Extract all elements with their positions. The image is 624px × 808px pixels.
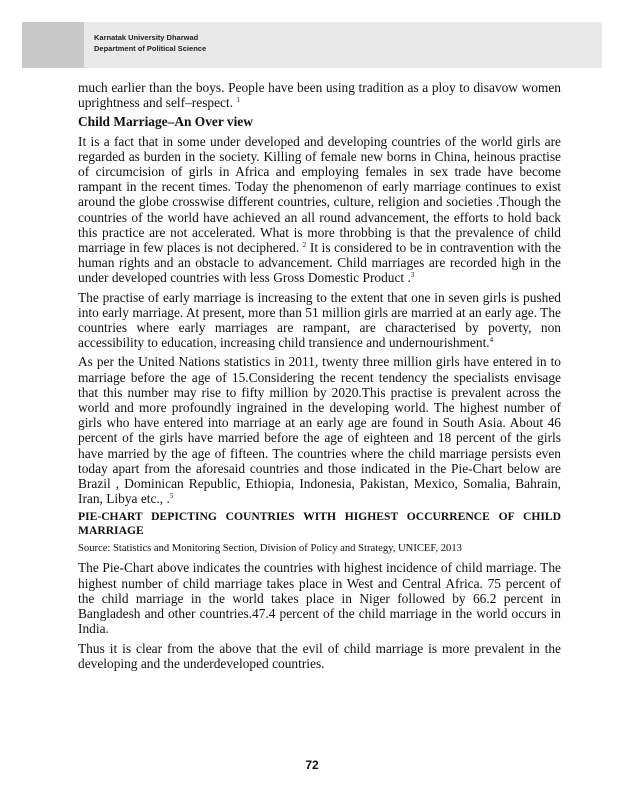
footnote-ref: 5 xyxy=(169,492,174,501)
footnote-ref: 3 xyxy=(410,271,415,280)
footnote-ref: 4 xyxy=(489,336,494,345)
page-number: 72 xyxy=(305,758,319,772)
section-heading: Child Marriage–An Over view xyxy=(78,114,253,130)
footnote-ref: 1 xyxy=(236,96,240,105)
header-gray-block xyxy=(22,22,84,68)
footnote-ref: 2 xyxy=(302,241,307,250)
paragraph-pie-summary: The Pie-Chart above indicates the countries with highest incidence of child marriage. The highest number of child marriage takes place in West and Central Africa. 75 percent of the child marriage in the world takes place in Niger followed by 66.2 percent in Bangladesh and other countries.47.4 percent of the child marriage in the world occurs in India. xyxy=(78,560,561,637)
paragraph-conclusion: Thus it is clear from the above that the evil of child marriage is more prevalent in the developing and the underdeveloped countries. xyxy=(78,640,561,671)
paragraph-un-stats: As per the United Nations statistics in 2011, twenty three million girls have entered in to marriage before the age of 15.Considering the recent tendency the specialists envisage that this number may rise to fifty million by 2020.This practise is prevalent across the world and more profoundly ingrained in the developing world. The highest number of girls who have entered into marriage at an early age are found in South Asia. About 46 percent of the girls have married before the age of eighteen and 18 percent of the girls have married by the age of fifteen. The countries where the child marriage persists even today apart from the aforesaid countries and those indicated in the Pie-Chart below are Brazil , Dominican Republic, Ethiopia, Indonesia, Pakistan, Mexico, Somalia, Bahrain, Iran, Libya etc., .$^5$ xyxy=(78,354,561,507)
department-name: Department of Political Science xyxy=(94,44,207,53)
page-header xyxy=(22,22,602,68)
paragraph-overview: It is a fact that in some under developed and developing countries of the world girls are regarded as burden in the society. Killing of female new borns in China, heinous practise of circumcision of girls in Africa and employing females in sex trade have become rampant in the recent times. Today the phenomenon of early marriage continues to exist around the globe crosswise different countries, culture, religion and societies .Though the countries of the world have achieved an all round advancement, the efforts to hold back this practice are not accelerated. What is more throbbing is that the prevalence of child marriage in few places is not deciphered. $^2$ It is considered to be in contravention with the human rights and an obstacle to advancement. Child marriages are recorded high in the under developed countries with less Gross Domestic Product .$^3$ xyxy=(78,133,561,286)
pie-chart-title: PIE-CHART DEPICTING COUNTRIES WITH HIGHEST OCCURRENCE OF CHILD MARRIAGE xyxy=(78,510,561,538)
university-name: Karnatak University Dharwad xyxy=(94,33,199,42)
header-text xyxy=(94,32,206,54)
paragraph-intro: much earlier than the boys. People have been using tradition as a ploy to disavow women uprightness and self–respect. $^1$ xyxy=(78,80,561,111)
page-body xyxy=(78,80,561,675)
source-note: Source: Statistics and Monitoring Section, Division of Policy and Strategy, UNICEF, 2013 xyxy=(78,543,462,555)
paragraph-practise: The practise of early marriage is increasing to the extent that one in seven girls is pushed into early marriage. At present, more than 51 million girls are married at an early age. The countries where early marriages are rampant, are characterised by poverty, non accessibility to education, increasing child transience and undernourishment.$^4$ xyxy=(78,289,561,351)
